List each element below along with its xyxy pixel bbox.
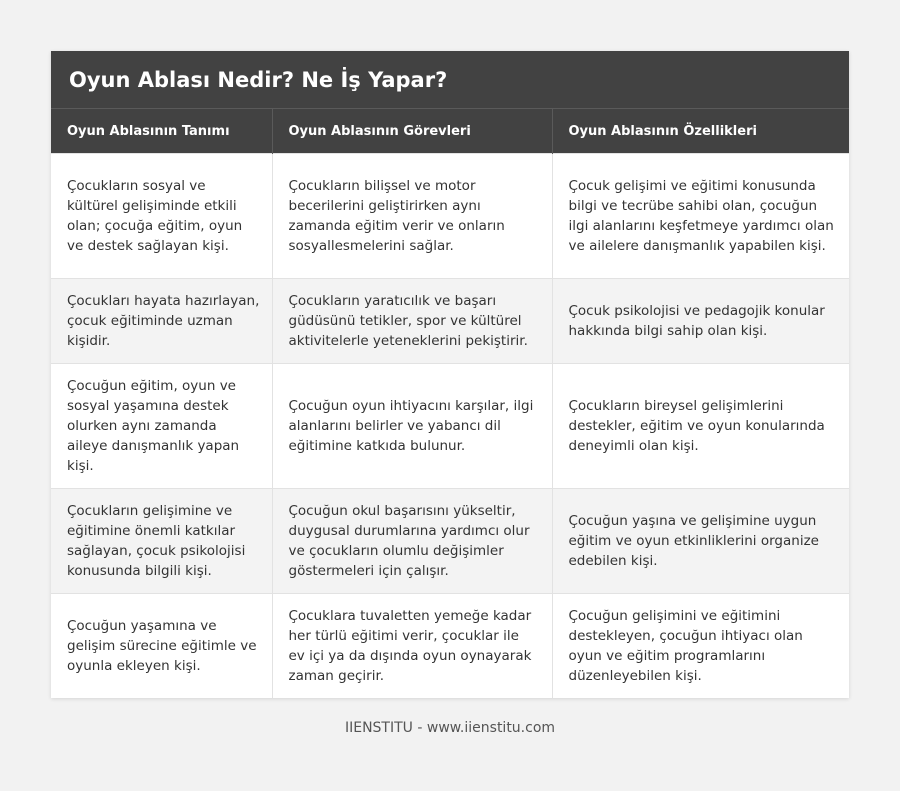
table-cell: Çocukların bilişsel ve motor becerilerini geliştirirken aynı zamanda eğitim verir ve onların sosyallesmelerini sağlar. <box>272 154 552 279</box>
table-cell: Çocuğun gelişimini ve eğitimini destekleyen, çocuğun ihtiyacı olan oyun ve eğitim programlarını düzenleyebilen kişi. <box>552 594 849 698</box>
table-row <box>51 364 849 489</box>
table-card <box>51 51 849 698</box>
table-row <box>51 594 849 698</box>
table-cell: Çocukları hayata hazırlayan, çocuk eğitiminde uzman kişidir. <box>51 279 272 364</box>
table-cell: Çocuğun oyun ihtiyacını karşılar, ilgi alanlarını belirler ve yabancı dil eğitimine katkıda bulunur. <box>272 364 552 489</box>
table-cell: Çocukların bireysel gelişimlerini destekler, eğitim ve oyun konularında deneyimli olan kişi. <box>552 364 849 489</box>
info-table <box>51 108 849 698</box>
header-row <box>51 109 849 154</box>
table-cell: Çocuklara tuvaletten yemeğe kadar her türlü eğitimi verir, çocuklar ile ev içi ya da dışında oyun oynayarak zaman geçirir. <box>272 594 552 698</box>
table-row <box>51 154 849 279</box>
table-title: Oyun Ablası Nedir? Ne İş Yapar? <box>51 51 849 108</box>
table-row <box>51 489 849 594</box>
table-cell: Çocukların gelişimine ve eğitimine önemli katkılar sağlayan, çocuk psikolojisi konusunda bilgili kişi. <box>51 489 272 594</box>
column-header-qualities: Oyun Ablasının Özellikleri <box>552 109 849 154</box>
table-cell: Çocuğun yaşına ve gelişimine uygun eğitim ve oyun etkinliklerini organize edebilen kişi. <box>552 489 849 594</box>
table-cell: Çocuğun okul başarısını yükseltir, duygusal durumlarına yardımcı olur ve çocukların olumlu değişimler göstermeleri için çalışır. <box>272 489 552 594</box>
table-cell: Çocuk psikolojisi ve pedagojik konular hakkında bilgi sahip olan kişi. <box>552 279 849 364</box>
column-header-definition: Oyun Ablasının Tanımı <box>51 109 272 154</box>
column-header-duties: Oyun Ablasının Görevleri <box>272 109 552 154</box>
table-cell: Çocuğun eğitim, oyun ve sosyal yaşamına destek olurken aynı zamanda aileye danışmanlık yapan kişi. <box>51 364 272 489</box>
table-row <box>51 279 849 364</box>
table-cell: Çocukların sosyal ve kültürel gelişiminde etkili olan; çocuğa eğitim, oyun ve destek sağlayan kişi. <box>51 154 272 279</box>
table-cell: Çocuk gelişimi ve eğitimi konusunda bilgi ve tecrübe sahibi olan, çocuğun ilgi alanlarını keşfetmeye yardımcı olan ve ailelere danışmanlık yapabilen kişi. <box>552 154 849 279</box>
footer-credit: IIENSTITU - www.iienstitu.com <box>344 720 556 736</box>
table-cell: Çocuğun yaşamına ve gelişim sürecine eğitimle ve oyunla ekleyen kişi. <box>51 594 272 698</box>
table-cell: Çocukların yaratıcılık ve başarı güdüsünü tetikler, spor ve kültürel aktivitelerle yeteneklerini pekiştirir. <box>272 279 552 364</box>
